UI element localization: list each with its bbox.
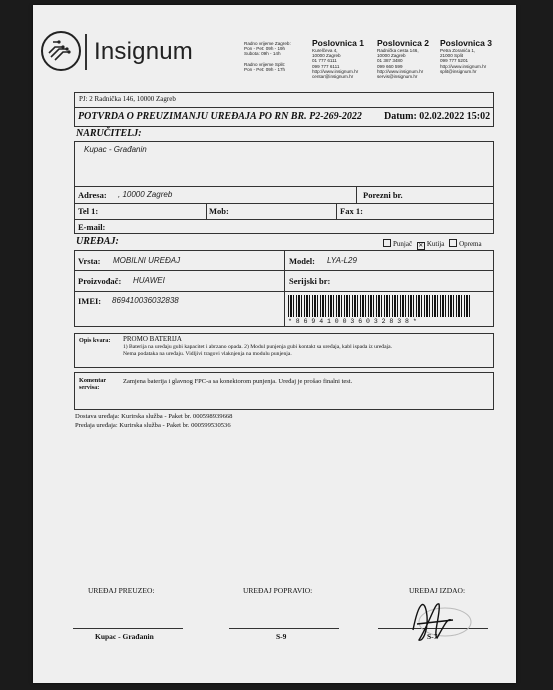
fax-label: Fax 1: [340,206,363,216]
checkbox-box [383,239,391,247]
office-line: 01 387 3480 [377,58,403,64]
signature-name-repaired: S-9 [276,632,287,641]
serial-label: Serijski br: [289,276,331,286]
branch-label: PJ: 2 Radnička 146, 10000 Zagreb [79,95,176,103]
maker-value: HUAWEI [133,276,165,285]
divider [74,270,494,271]
barcode-text: * 8 6 9 4 1 0 0 3 6 0 3 2 8 3 8 * [288,318,417,325]
signature-name-received: Kupac - Građanin [95,632,154,641]
imei-label: IMEI: [78,296,102,306]
hours-line: Pon - Pet: 09h - 19h [244,46,286,52]
device-section-title: UREĐAJ: [76,236,119,247]
signature-name-issued: S-7 [427,632,438,641]
brand-name: Insignum [94,38,193,65]
comment-label [79,377,106,392]
hours-line: Pon - Pet: 09h - 17h [244,66,286,72]
divider [74,219,494,220]
comment-label-line: Komentar [79,377,107,384]
office-line: Petra Zoranića 1, [440,48,476,53]
office-line: split@insignum.hr [440,68,477,74]
delivery-line: Dostava uređaja: Kurirska služba - Paket br. 000598939668 [75,413,233,420]
checkbox-box-checked: ✕ [418,243,424,249]
checkbox-label: Kutija [426,240,445,248]
document-date: Datum: 02.02.2022 15:02 [384,111,491,122]
delivery-line: Predaja uređaja: Kurirska služba - Paket br. 000599530536 [75,422,231,429]
office-3 [440,38,500,74]
type-value: MOBILNI UREĐAJ [113,256,181,265]
document-title: POTVRDA O PREUZIMANJU UREĐAJA PO RN BR. P2-269-2022 [78,111,362,122]
divider [336,203,337,219]
office-line: Radnička cesta 146, [377,48,419,53]
logo-circuit-icon [41,31,81,71]
checkbox-label: Oprema [459,240,482,248]
comment-label-line: servisa: [79,384,100,392]
office-line: http://www.insignum.hr [377,68,424,74]
fault-line: 1) Baterija na uređaju gubi kapacitet i abrzano opada. 2) Modul punjenja gubi kontakt sa uređaja, kabl ispada iz uređaja. [123,344,393,350]
customer-name: Kupac - Građanin [84,145,147,154]
signature-title-issued: UREĐAJ IZDAO: [409,586,466,595]
office-title: Poslovnica 1 [312,38,364,48]
office-line: 099 777 5201 [440,58,469,64]
divider [74,186,494,187]
customer-section-title: NARUČITELJ: [76,128,142,139]
office-line: centar@insignum.hr [312,74,354,80]
divider [74,203,494,204]
checkbox-box-item [417,240,445,248]
tel-label: Tel 1: [78,206,99,216]
checkbox-charger [383,240,412,248]
office-2 [377,38,437,79]
office-line: 01 777 6111 [312,58,337,64]
signature-title-repaired: UREĐAJ POPRAVIO: [243,586,313,595]
office-1 [312,38,372,79]
address-value: , 10000 Zagreb [118,190,173,199]
logo-divider [85,34,87,70]
office-line: http://www.insignum.hr [440,63,487,69]
fault-line: Nema podataka na uređaju. Vidljivi tragovi vlaknjenja na modulu punjenja. [123,351,292,357]
model-value: LYA-L29 [327,256,357,265]
signature-line [73,628,183,629]
signature-line [229,628,339,629]
handwritten-signature [395,590,485,650]
fault-description [123,344,491,358]
divider [284,250,285,327]
office-title: Poslovnica 2 [377,38,429,48]
accessories-checklist [383,239,482,250]
checkbox-equipment [449,240,482,248]
mob-label: Mob: [209,206,229,216]
office-line: http://www.insignum.hr [312,68,359,74]
signature-title-received: UREĐAJ PREUZEO: [88,586,155,595]
imei-barcode [288,295,470,317]
model-label: Model: [289,256,315,266]
comment-text: Zamjena baterija i glavnog FPC-a sa konektorom punjenja. Uređaj je prošao finalni test. [123,378,353,385]
email-label: E-mail: [78,222,106,232]
hours-line: Radno vrijeme Zagreb: [244,41,291,46]
working-hours [244,41,312,72]
tax-number-label: Porezni br. [363,190,403,200]
imei-value: 869410036032838 [112,296,179,305]
office-line: 099 660 599 [377,63,403,69]
address-label: Adresa: [78,190,107,200]
hours-line: Subota: 09h - 14h [244,51,281,57]
type-label: Vrsta: [78,256,101,266]
office-line: 099 777 6111 [312,63,340,69]
fault-title: PROMO BATERIJA [123,335,182,343]
divider [206,203,207,219]
office-line: 10000 Zagreb [312,53,341,59]
office-line: servis@insignum.hr [377,74,418,80]
hours-line: Radno vrijeme Split: [244,61,286,67]
delivery-info [75,412,232,430]
checkbox-label: Punjač [393,240,413,248]
customer-box [74,141,494,234]
divider [74,107,494,108]
checkbox-box [449,239,457,247]
maker-label: Proizvođač: [78,276,122,286]
fault-label: Opis kvara: [79,337,111,344]
office-title: Poslovnica 3 [440,38,492,48]
office-line: Kurelčeva 4, [312,48,338,53]
office-line: 10000 Zagreb [377,53,406,59]
divider [356,186,357,203]
divider [74,291,494,292]
office-line: 21000 Split [440,53,463,59]
